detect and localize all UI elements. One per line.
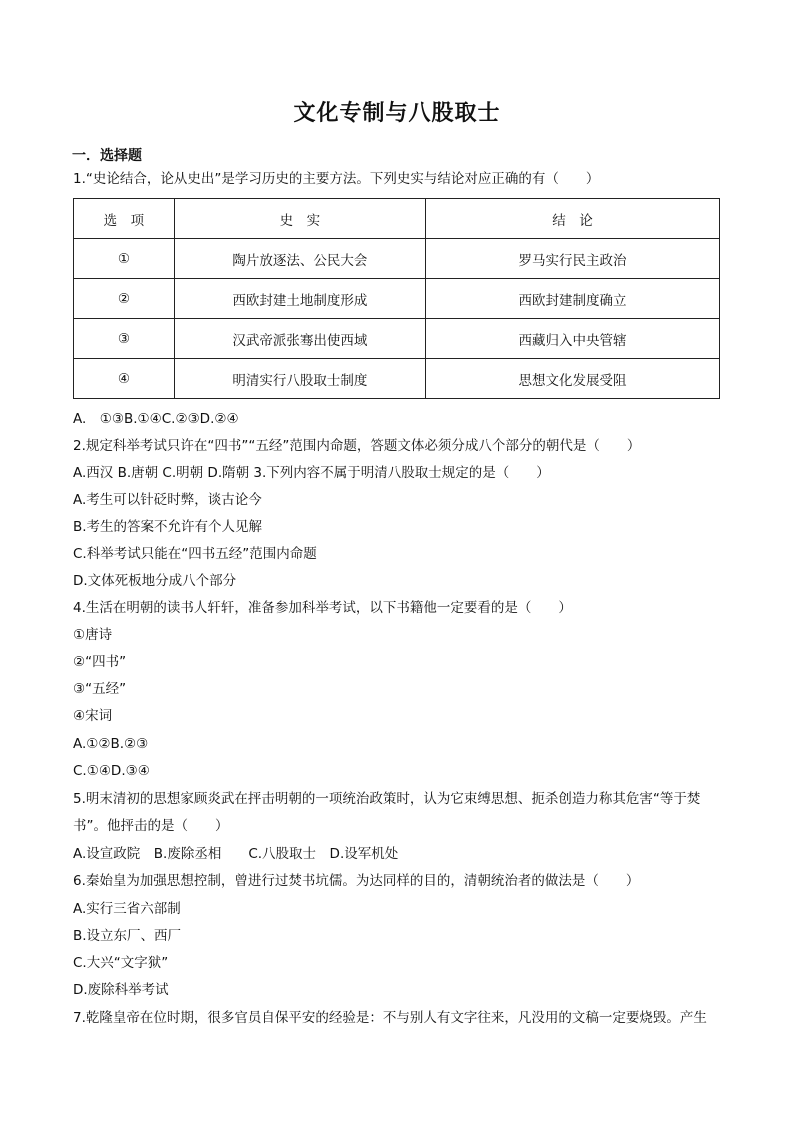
table-cell: 罗马实行民主政治 bbox=[425, 239, 719, 279]
table-cell: 明清实行八股取士制度 bbox=[174, 359, 425, 399]
table-cell: 思想文化发展受阻 bbox=[425, 359, 719, 399]
table-header-conclusion: 结 论 bbox=[425, 199, 719, 239]
table-cell: ③ bbox=[74, 319, 175, 359]
text-line: A.实行三省六部制 bbox=[73, 901, 181, 917]
text-line: 书”。他抨击的是（ ） bbox=[73, 818, 229, 834]
question-1-stem: 1.“史论结合，论从史出”是学习历史的主要方法。下列史实与结论对应正确的有（ ） bbox=[73, 171, 600, 187]
text-line: 6.秦始皇为加强思想控制，曾进行过焚书坑儒。为达同样的目的，清朝统治者的做法是（ ） bbox=[73, 873, 640, 889]
text-line: A.西汉 B.唐朝 C.明朝 D.隋朝 3.下列内容不属于明清八股取士规定的是（ ） bbox=[73, 465, 550, 481]
question-1-table bbox=[73, 198, 720, 399]
text-line: ②“四书” bbox=[73, 654, 127, 670]
table-row bbox=[74, 239, 720, 279]
table-row bbox=[74, 359, 720, 399]
table-cell: 西欧封建土地制度形成 bbox=[174, 279, 425, 319]
text-line: 5.明末清初的思想家顾炎武在抨击明朝的一项统治政策时，认为它束缚思想、扼杀创造力称其危害“等于焚 bbox=[73, 791, 701, 807]
text-line: ③“五经” bbox=[73, 681, 127, 697]
table-row bbox=[74, 319, 720, 359]
text-line: C.①④D.③④ bbox=[73, 763, 150, 779]
text-line: B.考生的答案不允许有个人见解 bbox=[73, 519, 263, 535]
text-line: 2.规定科举考试只许在“四书”“五经”范围内命题，答题文体必须分成八个部分的朝代是（ ） bbox=[73, 438, 641, 454]
table-cell: 汉武帝派张骞出使西域 bbox=[174, 319, 425, 359]
question-1-options: A. ①③B.①④C.②③D.②④ bbox=[73, 411, 239, 427]
text-line: A.设宣政院 B.废除丞相 C.八股取士 D.设军机处 bbox=[73, 846, 399, 862]
table-cell: 陶片放逐法、公民大会 bbox=[174, 239, 425, 279]
text-line: D.文体死板地分成八个部分 bbox=[73, 573, 237, 589]
table-cell: 西藏归入中央管辖 bbox=[425, 319, 719, 359]
table-header-fact: 史 实 bbox=[174, 199, 425, 239]
text-line: A.考生可以针砭时弊，谈古论今 bbox=[73, 492, 262, 508]
text-line: B.设立东厂、西厂 bbox=[73, 928, 182, 944]
table-row bbox=[74, 279, 720, 319]
table-cell: ① bbox=[74, 239, 175, 279]
text-line: 7.乾隆皇帝在位时期，很多官员自保平安的经验是：不与别人有文字往来，凡没用的文稿一定要烧毁。产生 bbox=[73, 1010, 707, 1026]
table-cell: ② bbox=[74, 279, 175, 319]
table-cell: ④ bbox=[74, 359, 175, 399]
text-line: C.科举考试只能在“四书五经”范围内命题 bbox=[73, 546, 317, 562]
table-cell: 西欧封建制度确立 bbox=[425, 279, 719, 319]
section-heading: 一．选择题 bbox=[72, 148, 142, 164]
table-header-option: 选 项 bbox=[74, 199, 175, 239]
text-line: A.①②B.②③ bbox=[73, 736, 149, 752]
text-line: D.废除科举考试 bbox=[73, 982, 169, 998]
text-line: ④宋词 bbox=[73, 708, 113, 724]
text-line: C.大兴“文字狱” bbox=[73, 955, 169, 971]
text-line: ①唐诗 bbox=[73, 627, 113, 643]
text-line: 4.生活在明朝的读书人轩轩，准备参加科举考试，以下书籍他一定要看的是（ ） bbox=[73, 600, 572, 616]
page-title: 文化专制与八股取士 bbox=[293, 100, 501, 126]
table-header-row bbox=[74, 199, 720, 239]
